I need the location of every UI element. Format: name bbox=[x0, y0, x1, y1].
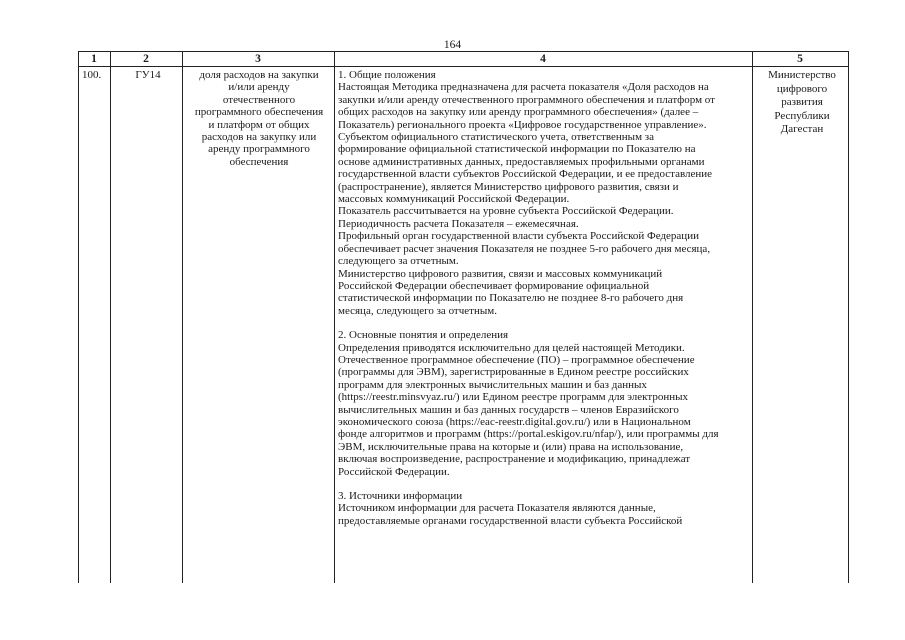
indicator-code: ГУ14 bbox=[135, 69, 161, 81]
responsible-line: развития bbox=[781, 96, 823, 108]
responsible-line: цифрового bbox=[776, 82, 828, 95]
text-line: Показатель) регионального проекта «Цифровое государственное управление». bbox=[338, 118, 707, 131]
text-line: следующего за отчетным. bbox=[338, 255, 459, 268]
header-col-2: 2 bbox=[143, 53, 149, 65]
text-line: Отечественное программное обеспечение (ПО) – программное обеспечение bbox=[338, 353, 695, 366]
text-line: Источником информации для расчета Показателя являются данные, bbox=[338, 502, 656, 515]
column-divider bbox=[182, 51, 183, 583]
text-line: обеспечивает расчет значения Показателя не позднее 5-го рабочего дня месяца, bbox=[338, 242, 711, 255]
header-col-1: 1 bbox=[91, 53, 97, 65]
text-line: массовых коммуникаций Российской Федерации. bbox=[338, 193, 570, 206]
section-2-body bbox=[338, 342, 748, 478]
text-line: основе административных данных, предоставляемых профильными органами bbox=[338, 155, 705, 168]
indicator-name-line: программного обеспечения bbox=[194, 106, 324, 119]
text-line: Российской Федерации. bbox=[338, 465, 450, 478]
text-line: (программы для ЭВМ), зарегистрированные в Едином реестре российских bbox=[338, 366, 689, 379]
methodology-text bbox=[338, 69, 748, 527]
text-line: Профильный орган государственной власти субъекта Российской Федерации bbox=[338, 230, 699, 243]
text-line: общих расходов на закупку или аренду программного обеспечения» (далее – bbox=[338, 106, 699, 119]
indicator-name-line: расходов на закупку или bbox=[201, 131, 317, 144]
text-line: ЭВМ, исключительные права на которые и (или) права на использование, bbox=[338, 440, 684, 453]
text-line: (https://reestr.minsvyaz.ru/) или Едином реестре программ для электронных bbox=[338, 391, 688, 404]
column-divider bbox=[110, 51, 111, 583]
text-line: закупки и/или аренду отечественного программного обеспечения и платформ от bbox=[338, 93, 715, 106]
section-1-body bbox=[338, 81, 748, 317]
indicator-name-line: отечественного bbox=[222, 93, 296, 106]
text-line: фонде алгоритмов и программ (https://portal.eskigov.ru/nfap/), или программы для bbox=[338, 428, 719, 441]
text-line: месяца, следующего за отчетным. bbox=[338, 304, 497, 317]
indicator-name-line: аренду программного bbox=[208, 143, 310, 156]
responsible-body bbox=[758, 69, 846, 137]
text-line: экономического союза (https://eac-reestr.digital.gov.ru/) или в Национальном bbox=[338, 415, 691, 428]
header-divider bbox=[78, 66, 848, 67]
column-divider bbox=[752, 51, 753, 583]
section-3-body bbox=[338, 502, 748, 527]
methodology-table bbox=[78, 51, 848, 583]
indicator-name-line: доля расходов на закупки bbox=[199, 69, 319, 81]
table-border-right bbox=[848, 51, 849, 583]
text-line: Настоящая Методика предназначена для расчета показателя «Доля расходов на bbox=[338, 81, 709, 94]
text-line: вычислительных машин и баз данных государств – членов Евразийского bbox=[338, 403, 679, 416]
table-border-left bbox=[78, 51, 79, 583]
text-line: (распространение), является Министерство цифрового развития, связи и bbox=[338, 180, 679, 193]
text-line: Периодичность расчета Показателя – ежемесячная. bbox=[338, 217, 579, 230]
section-3-title: 3. Источники информации bbox=[338, 490, 463, 502]
text-line: Министерство цифрового развития, связи и массовых коммуникаций bbox=[338, 267, 663, 280]
responsible-line: Республики bbox=[774, 109, 830, 122]
text-line: предоставляемые органами государственной власти субъекта Российской bbox=[338, 514, 683, 527]
page-number: 164 bbox=[443, 39, 462, 51]
indicator-name bbox=[186, 69, 332, 168]
text-line: государственной власти субъектов Российской Федерации, и ее предоставление bbox=[338, 168, 713, 181]
text-line: включая воспроизведение, распространение и модификацию, принадлежат bbox=[338, 453, 691, 466]
header-col-4: 4 bbox=[540, 53, 546, 65]
indicator-name-line: и/или аренду bbox=[228, 81, 290, 94]
text-line: программ для электронных вычислительных машин и баз данных bbox=[338, 378, 647, 391]
section-1-title: 1. Общие положения bbox=[338, 69, 436, 81]
section-2-title: 2. Основные понятия и определения bbox=[338, 329, 509, 342]
column-divider bbox=[334, 51, 335, 583]
header-col-3: 3 bbox=[255, 53, 261, 65]
text-line: Определения приводятся исключительно для целей настоящей Методики. bbox=[338, 341, 685, 354]
row-number: 100. bbox=[82, 69, 102, 81]
responsible-line: Министерство bbox=[768, 69, 836, 81]
header-col-5: 5 bbox=[797, 53, 803, 65]
text-line: Российской Федерации обеспечивает формирование официальной bbox=[338, 279, 650, 292]
responsible-line: Дагестан bbox=[780, 123, 824, 135]
indicator-name-line: обеспечения bbox=[229, 155, 289, 168]
text-line: Субъектом официального статистического учета, ответственным за bbox=[338, 131, 655, 144]
indicator-name-line: и платформ от общих bbox=[208, 118, 310, 131]
text-line: статистической информации по Показателю не позднее 8-го рабочего дня bbox=[338, 292, 684, 305]
text-line: формирование официальной статистической информации по Показателю на bbox=[338, 143, 696, 156]
text-line: Показатель рассчитывается на уровне субъекта Российской Федерации. bbox=[338, 205, 674, 218]
